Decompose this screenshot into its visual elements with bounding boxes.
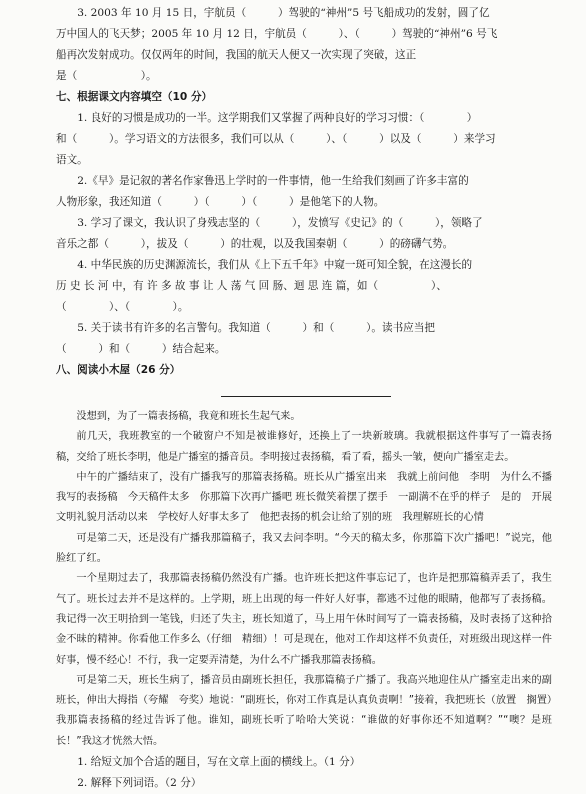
text-line: 历 史 长 河 中，有 许 多 故 事 让 人 荡 气 回 肠、迴 思 连 篇，如（ ）、: [56, 280, 447, 292]
story-paragraph: 一个星期过去了，我那篇表扬稿仍然没有广播。也许班长把这件事忘记了，也许是把那篇稿弄丢了，我生气了。班长过去并不是这样的。上学期，班上出现的每一件好人好事，都逃不过他的眼睛，他都写了表扬稿。我记得一次王明拾到一笔钱，归还了失主，班长知道了，马上用午休时间写了一篇表扬稿，及时表扬了这种拾金不昧的精神。你看他工作多么（仔细 精细）！可是现在，他对工作却这样不负责任，对班级出现这样一件好事，慢不经心！不行，我一定要弄清楚，为什么不广播我那篇表扬稿。: [56, 573, 552, 666]
text-line: 人物形象，我还知道（ ）（ ）（ ）是他笔下的人物。: [56, 196, 385, 208]
story-paragraph: 前几天，我班教室的一个破窗户不知是被谁修好，还换上了一块新玻璃。我就根据这件事写了一篇表扬稿，交给了班长李明，他是广播室的播音员。李明接过表扬稿，看了看，摇头一皱，便向广播室走去。: [56, 431, 552, 463]
text-line: 是（ ）。: [56, 70, 157, 82]
question-line: 2. 解释下列词语。（2 分）: [77, 777, 202, 790]
story-paragraph: 没想到，为了一篇表扬稿，我竟和班长生起气来。: [76, 411, 301, 422]
story-paragraph: 可是第二天，班长生病了，播音员由副班长担任，我那篇稿子广播了。我高兴地迎住从广播室走出来的副班长，伸出大拇指（夸耀 夸奖）地说：“副班长，你对工作真是认真负责啊！”接着，我把班长（放置 搁置）我那篇表扬稿的经过告诉了他。谁知，副班长听了哈哈大笑说：“谁做的好事你还不知道啊？”“噢？是班长！”我这才恍然大悟。: [56, 674, 552, 747]
story-paragraph: 可是第二天，还是没有广播我那篇稿子，我又去问李明。“今天的稿太多，你那篇下次广播吧！”说完，他脸红了红。: [56, 532, 552, 565]
text-line: 3. 2003 年 10 月 15 日，宇航员（ ）驾驶的“神州”5 号飞船成功的发射，圆了亿: [77, 7, 490, 19]
text-line: 语文。: [56, 154, 88, 166]
question-3-continued: [56, 0, 552, 87]
title-answer-line: [56, 384, 552, 405]
text-line: （ ）和（ ）结合起来。: [56, 343, 226, 355]
text-line: 4. 中华民族的历史渊源流长，我们从《上下五千年》中窥一斑可知全貌，在这漫长的: [77, 259, 473, 271]
text-line: 音乐之都（ ），拔及（ ）的壮观，以及我国秦朝（ ）的磅礴气势。: [56, 238, 454, 250]
section-7-questions: [56, 108, 552, 360]
title-blank[interactable]: [221, 384, 391, 397]
text-line: 3. 学习了课文，我认识了身残志坚的（ ），发愤写《史记》的（ ），领略了: [77, 217, 483, 229]
question-line: 1. 给短文加个合适的题目，写在文章上面的横线上。（1 分）: [77, 756, 361, 769]
section-8-heading: 八、阅读小木屋（26 分）: [56, 364, 181, 376]
text-line: 2.《早》是记叙的著名作家鲁迅上学时的一件事情，他一生给我们刻画了许多丰富的: [77, 175, 469, 187]
text-line: （ ）、（ ）。: [56, 301, 189, 313]
text-line: 万中国人的飞天梦；2005 年 10 月 12 日，宇航员（ ）、（ ）驾驶的“神州”6 号飞: [56, 28, 498, 40]
section-7-heading: 七、根据课文内容填空（10 分）: [56, 91, 213, 103]
text-line: 5. 关于读书有许多的名言警句。我知道（ ）和（ ）。读书应当把: [77, 322, 435, 334]
text-line: 1. 良好的习惯是成功的一半。这学期我们又掌握了两种良好的学习习惯：（ ）: [77, 112, 478, 124]
story-paragraph: 中午的广播结束了，没有广播我写的那篇表扬稿。班长从广播室出来 我就上前问他 李明 为什么不播我写的表扬稿 今天稿件太多 你那篇下次再广播吧 班长微笑着摆了摆手 一副满不在乎的样子 是的 开展文明礼貌月活动以来 学校好人好事太多了 他把表扬的机会让给了别的班 我理解班长的心情: [56, 471, 552, 524]
text-line: 船再次发射成功。仅仅两年的时间，我国的航天人便又一次实现了突破，这正: [56, 49, 417, 61]
reading-passage: [56, 407, 552, 752]
text-line: 和（ ）。学习语文的方法很多，我们可以从（ ）、（ ）以及（ ）来学习: [56, 133, 496, 145]
